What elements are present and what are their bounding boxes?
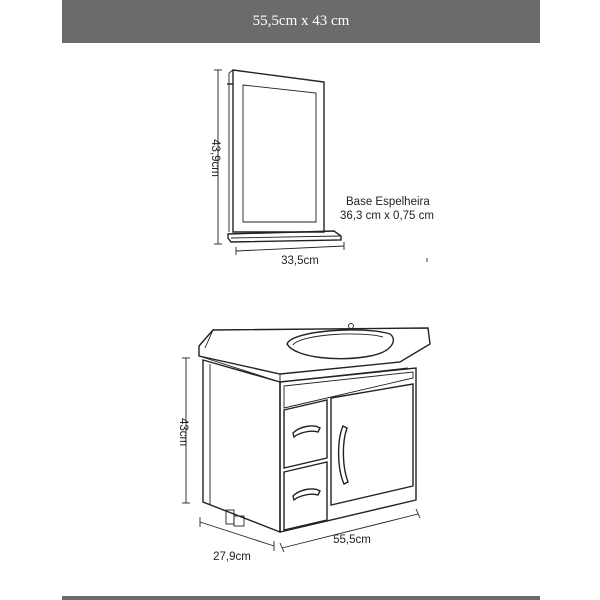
drawer-bottom-handle xyxy=(293,489,320,500)
faucet-hole xyxy=(349,324,354,329)
cabinet-width-label: 55,5cm xyxy=(333,534,371,546)
footer-bar xyxy=(62,596,540,600)
mirror-drawing xyxy=(209,70,434,267)
cabinet-side xyxy=(203,360,280,532)
mirror-height-label: 43,9cm xyxy=(209,139,221,177)
cabinet-height-label: 43cm xyxy=(177,417,189,447)
mirror-width-line xyxy=(236,246,344,251)
drawer-bottom xyxy=(284,462,327,530)
shelf-callout-size: 36,3 cm x 0,75 cm xyxy=(340,210,434,222)
mirror-width-label: 33,5cm xyxy=(281,255,319,267)
door-handle xyxy=(339,426,348,484)
cabinet-depth-label: 27,9cm xyxy=(213,551,251,563)
shelf-callout-title: Base Espelheira xyxy=(346,196,430,208)
mirror-outer-frame xyxy=(233,70,324,232)
drawer-top-handle xyxy=(293,426,320,437)
cabinet-front xyxy=(280,368,416,532)
drawer-top xyxy=(284,400,327,468)
dimensions-title: 55,5cm x 43 cm xyxy=(252,13,350,29)
mirror-glass xyxy=(243,85,316,222)
cabinet-drawing xyxy=(177,324,430,564)
